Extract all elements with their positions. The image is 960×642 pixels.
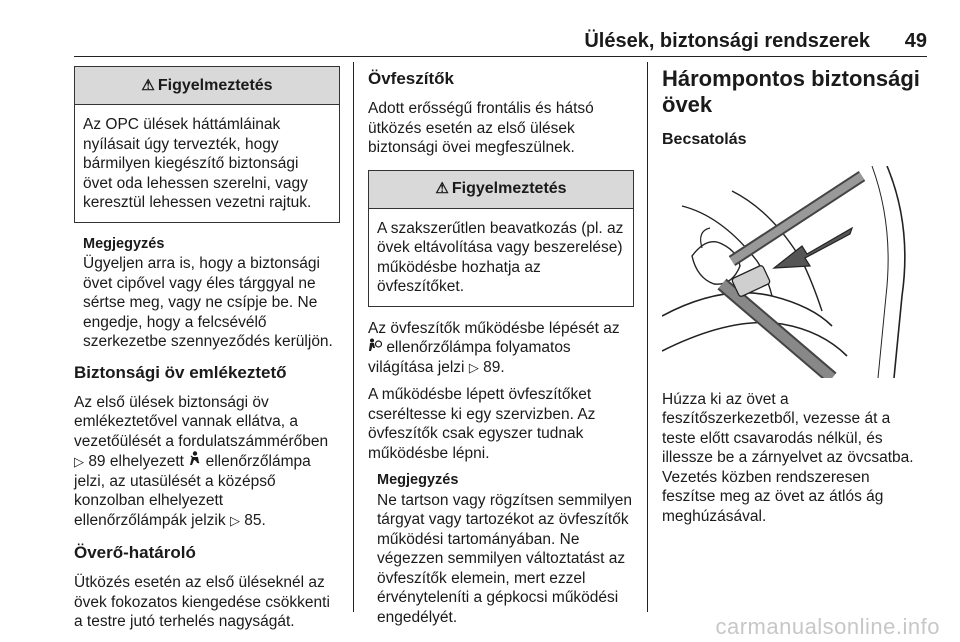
section-title-reminder: Biztonsági öv emlékeztető [74, 362, 287, 382]
warning-text: Az OPC ülések háttámláinak nyílásait úgy tervezték, hogy bármilyen kiegészítő biztonsági övet oda lehessen szerelni, vagy keresztül lehessen vezetni rajtuk. [83, 116, 312, 211]
warning-triangle-icon: ⚠ [435, 180, 449, 198]
running-header-title: Ülések, biztonsági rendszerek [584, 30, 870, 52]
seatbelt-reminder-icon [188, 453, 205, 470]
warning-text: A szakszerűtlen beavatkozás (pl. az övek eltávolítása vagy beszerelése) működésbe hozhatja az övfeszítőket. [377, 219, 624, 295]
reminder-ref-2[interactable]: 85. [244, 511, 266, 529]
reminder-text-a: Az első ülések biztonsági öv emlékeztetővel vannak ellátva, a vezetőülését a fordulatszámmérőben [74, 393, 329, 450]
note-title: Megjegyzés [83, 235, 165, 252]
reference-arrow-icon: ▷ [229, 512, 240, 528]
warning-header [369, 171, 633, 209]
note-block [368, 471, 634, 627]
note-text: Ügyeljen arra is, hogy a biztonsági övet cipővel vagy éles tárggyal ne sértse meg, vagy ne csípje be. Ne engedje, hogy a felcsévélő szerkezetbe szennyeződés kerüljön. [83, 255, 333, 350]
subsection-title-fastening: Becsatolás [662, 131, 747, 148]
column-divider-1 [353, 62, 354, 612]
column-divider-2 [647, 62, 648, 612]
page-number: 49 [904, 30, 927, 52]
lamp-text-a: Az övfeszítők működésbe lépését az [368, 319, 620, 337]
section-title-limiter: Överő-határoló [74, 543, 196, 562]
lamp-ref[interactable]: 89. [483, 358, 505, 376]
limiter-paragraph: Ütközés esetén az első üléseknél az övek fokozatos kiengedése csökkenti a testre jutó terhelés nagyságát. [74, 574, 330, 630]
note-title: Megjegyzés [377, 472, 459, 488]
reference-arrow-icon: ▷ [468, 359, 479, 375]
section-title-pretensioner: Övfeszítők [368, 69, 454, 88]
seatbelt-fastening-illustration [662, 166, 927, 378]
warning-header [75, 67, 339, 105]
replacement-paragraph: A működésbe lépett övfeszítőket cseréltesse ki egy szervizben. Az övfeszítők csak egyszer tudnak működésbe lépni. [368, 386, 596, 462]
airbag-lamp-icon [368, 339, 386, 356]
pretensioner-lamp-paragraph [368, 319, 634, 378]
column-2 [368, 66, 634, 637]
fastening-paragraph: Húzza ki az övet a feszítőszerkezetből, vezesse át a teste előtt csavarodás nélkül, és illessze be a zárnyelvet az övcsatba. Vezetés közben rendszeresen feszítse meg az övet az átlós ág meghúzásával. [662, 390, 914, 525]
warning-title: Figyelmeztetés [451, 180, 567, 198]
reference-arrow-icon: ▷ [74, 454, 84, 469]
reminder-paragraph [74, 393, 340, 531]
reminder-text-c: ellenőrzőlámpa jelzi, az utasülését a középső konzolban elhelyezett ellenőrzőlámpák jelzik [74, 453, 311, 529]
reminder-ref-1[interactable]: 89 [88, 453, 106, 470]
reminder-text-b: elhelyezett [109, 453, 184, 470]
watermark: carmanualsonline.info [715, 614, 940, 639]
column-3 [662, 66, 927, 534]
pretensioner-paragraph: Adott erősségű frontális és hátsó ütközés esetén az első ülések biztonsági övei megfeszülnek. [368, 100, 594, 156]
warning-title: Figyelmeztetés [157, 76, 273, 94]
warning-box-opc [74, 66, 340, 223]
note-block [74, 235, 340, 352]
column-1 [74, 66, 340, 640]
lamp-text-b: ellenőrzőlámpa folyamatos világítása jelzi [368, 339, 571, 376]
header-rule [74, 56, 927, 57]
warning-triangle-icon: ⚠ [141, 76, 155, 94]
section-title-three-point-belts: Hárompontos biztonsági övek [662, 66, 920, 117]
warning-box-pretensioner [368, 170, 634, 307]
note-text: Ne tartson vagy rögzítsen semmilyen tárgyat vagy tartozékot az övfeszítők működési tartományában. Ne végezzen semmilyen változtatást az övfeszítők elemein, mert ezzel érvényteleníti a gépkocsi működési engedélyét. [377, 491, 632, 626]
